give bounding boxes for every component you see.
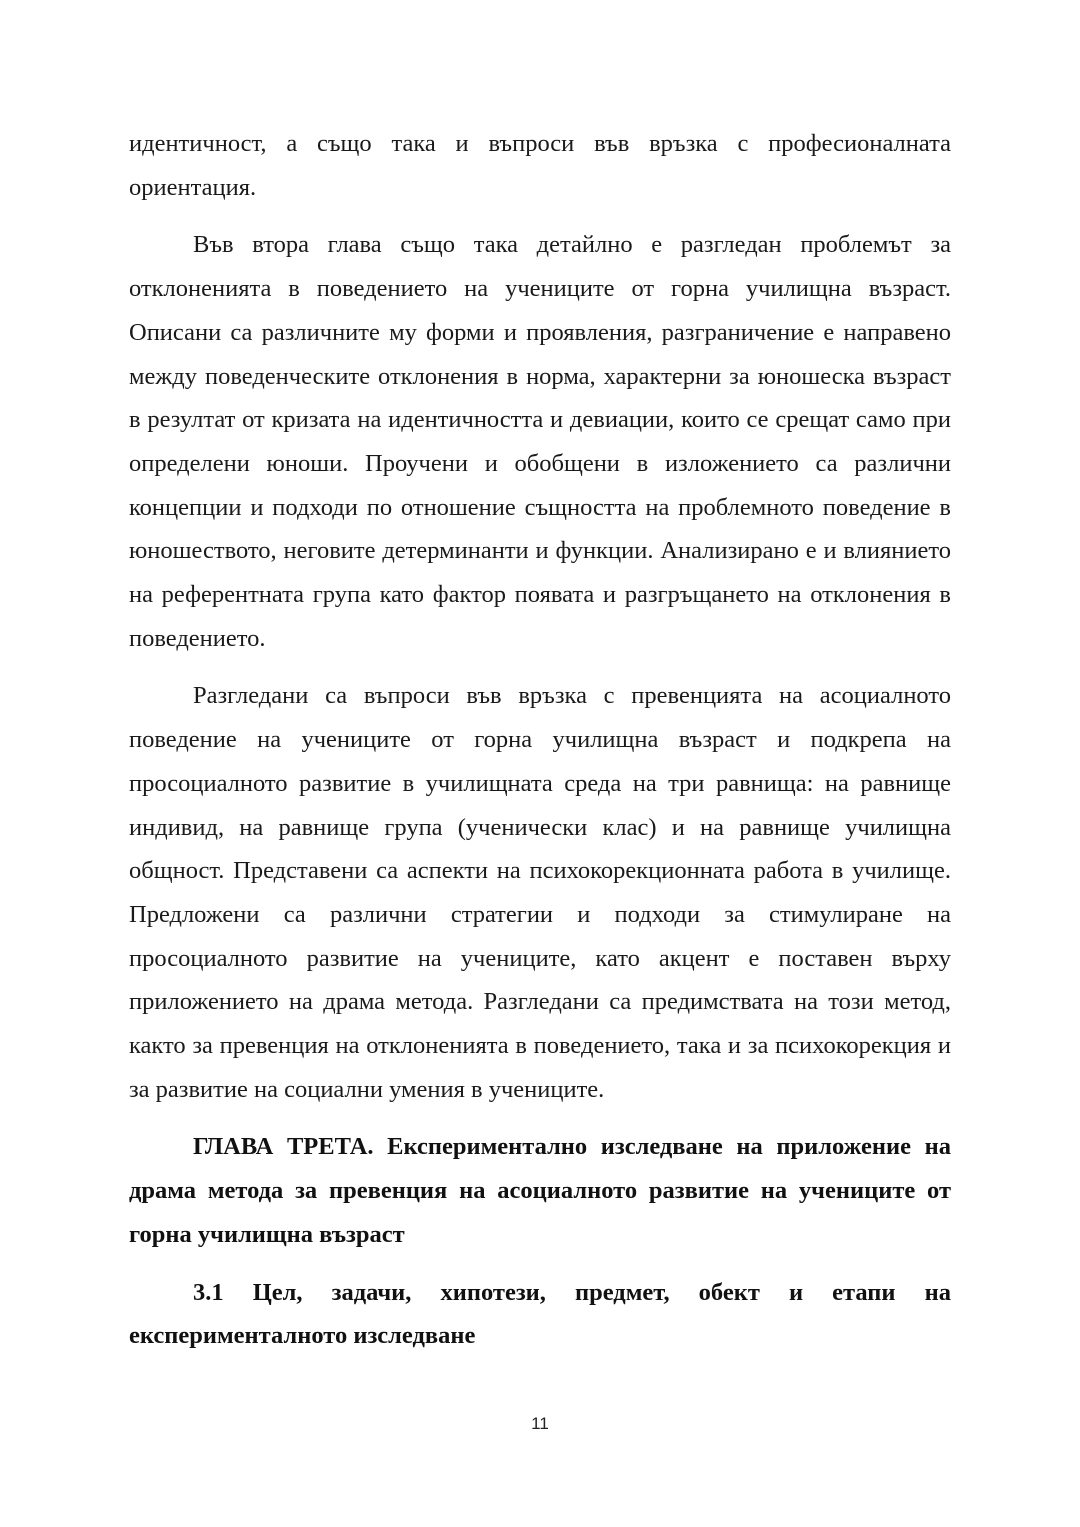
paragraph-deviations: Във втора глава също така детайлно е разгледан проблемът за отклоненията в поведението на учениците от горна училищна възраст. Описани са различните му форми и проявления, разграничение е направено между поведенческите отклонения в норма, характерни за юношеска възраст в резултат от кризата на идентичността и девиации, които се срещат само при определени юноши. Проучени и обобщени в изложението са различни концепции и подходи по отношение същността на проблемното поведение в юношеството, неговите детерминанти и функции. Анализирано е и влиянието на референтната група като фактор появата и разгръщането на отклонения в поведението. [129, 231, 951, 652]
page-body [129, 122, 951, 1358]
section-heading: 3.1 Цел, задачи, хипотези, предмет, обект и етапи на експерименталното изследване [129, 1278, 951, 1350]
paragraph-continuation: идентичност, а също така и въпроси във връзка с професионалната ориентация. [129, 130, 951, 201]
chapter-heading: ГЛАВА ТРЕТА. Експериментално изследване на приложение на драма метода за превенция на асоциалното развитие на учениците от горна училищна възраст [129, 1133, 951, 1248]
paragraph-prevention: Разгледани са въпроси във връзка с превенцията на асоциалното поведение на учениците от горна училищна възраст и подкрепа на просоциалното развитие в училищната среда на три равнища: на равнище индивид, на равнище група (ученически клас) и на равнище училищна общност. Представени са аспекти на психокорекционната работа в училище. Предложени са различни стратегии и подходи за стимулиране на просоциалното развитие на учениците, като акцент е поставен върху приложението на драма метода. Разгледани са предимствата на този метод, както за превенция на отклоненията в поведението, така и за психокорекция и за развитие на социални умения в учениците. [129, 682, 951, 1103]
page-number: 11 [531, 1414, 549, 1433]
